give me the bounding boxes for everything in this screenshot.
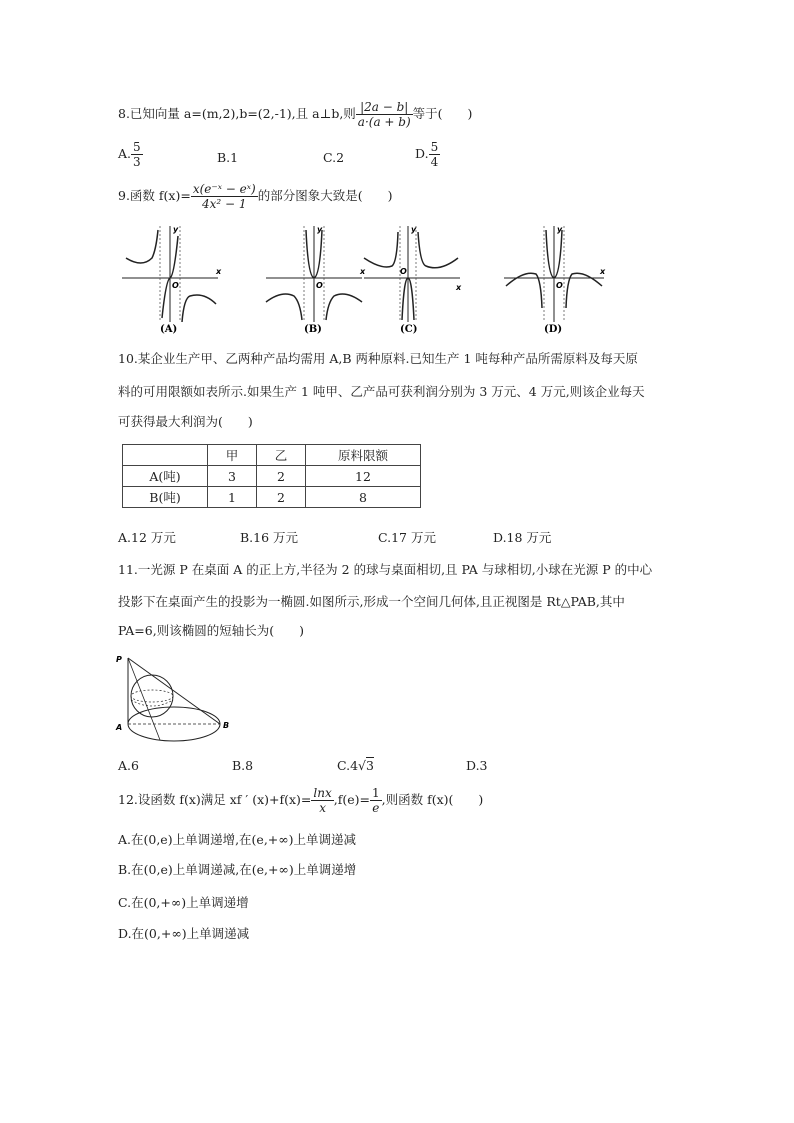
q11-tangent-circle: [131, 700, 173, 706]
q9-frac-num: x(e⁻ˣ − eˣ): [192, 182, 256, 196]
q11-label-b: B: [223, 721, 230, 730]
table-header-cell: 乙: [257, 445, 306, 466]
q11-option-b: B.8: [232, 758, 254, 773]
q11-option-c-label: C.: [337, 758, 351, 773]
q12-stem-before: 12.设函数 f(x)满足 xf ′ (x)+f(x)=: [118, 792, 312, 807]
q8-option-b: B.1: [217, 150, 239, 165]
q9-graph-c-origin: O: [400, 267, 407, 276]
q12-stem: [118, 786, 483, 815]
table-cell: 1: [208, 487, 257, 508]
q8-option-c: C.2: [323, 150, 345, 165]
q9-graph-b-x-label: x: [360, 267, 366, 276]
q9-graph-b-curve-left: [266, 294, 302, 320]
q11-label-a: A: [116, 723, 123, 732]
q11-line-3: PA=6,则该椭圆的短轴长为( ): [118, 623, 304, 638]
q9-graph-d-x-label: x: [600, 267, 606, 276]
table-cell: 8: [306, 487, 421, 508]
q8-frac-den: a·(a + b): [357, 115, 411, 129]
q8-stem-after: 等于( ): [412, 106, 473, 121]
q9-graph-d: [500, 222, 610, 334]
q11-line-p-front: [128, 658, 160, 740]
q11-line-2: 投影下在桌面产生的投影为一椭圆.如图所示,形成一个空间几何体,且正视图是 Rt△PAB,其中: [118, 594, 625, 609]
q12-stem-after: ,则函数 f(x)( ): [381, 792, 484, 807]
q11-option-c-radicand: 3: [366, 758, 374, 773]
table-header-row: [123, 445, 421, 466]
q9-graph-a-caption: (A): [160, 324, 178, 335]
q11-label-p: P: [116, 655, 122, 664]
q9-graph-a-origin: O: [172, 281, 179, 290]
table-cell: A(吨): [123, 466, 208, 487]
q8-option-d-label: D.: [415, 146, 429, 161]
q9-graph-c-curve-left: [364, 232, 398, 267]
q9-frac-den: 4x² − 1: [201, 197, 247, 211]
q8-option-a-num: 5: [133, 140, 141, 154]
q9-graph-b: [262, 222, 372, 334]
q9-graph-a: [118, 222, 228, 334]
q10-line-3: 可获得最大利润为( ): [118, 414, 253, 429]
q9-graph-d-y-label: y: [557, 225, 563, 234]
q12-option-b: B.在(0,e)上单调递减,在(e,+∞)上单调递增: [118, 862, 357, 877]
q9-graph-c: [360, 222, 470, 334]
q12-fraction-2: [370, 786, 382, 815]
table-header-cell: 原料限额: [306, 445, 421, 466]
q8-frac-num: |2a − b|: [356, 100, 413, 115]
q8-stem: [118, 100, 472, 129]
table-cell: 2: [257, 487, 306, 508]
q8-option-d-num: 5: [430, 140, 439, 154]
q11-sphere: [131, 675, 173, 717]
table-row: [123, 487, 421, 508]
q11-option-c-coef: 4: [350, 758, 359, 773]
q9-graph-a-x-label: x: [216, 267, 222, 276]
q11-sphere-equator: [131, 690, 173, 702]
q12-frac1-den: x: [319, 801, 326, 815]
q9-graph-b-curve-right: [326, 294, 362, 320]
q9-graph-d-origin: O: [556, 281, 563, 290]
q11-option-d: D.3: [466, 758, 488, 773]
q10-option-d: D.18 万元: [493, 530, 552, 545]
q10-line-1: 10.某企业生产甲、乙两种产品均需用 A,B 两种原料.已知生产 1 吨每种产品所需原料及每天原: [118, 351, 638, 366]
q10-line-2: 料的可用限额如表所示.如果生产 1 吨甲、乙产品可获利润分别为 3 万元、4 万元,则该企业每天: [118, 384, 645, 399]
q8-option-a-label: A.: [118, 146, 132, 161]
q10-option-c: C.17 万元: [378, 530, 436, 545]
table-row: [123, 466, 421, 487]
q9-graph-c-x-label: x: [456, 283, 462, 292]
q9-graph-c-curve-right: [418, 232, 458, 268]
q9-graph-d-caption: (D): [544, 324, 563, 335]
q12-fraction-1: [311, 786, 333, 815]
q11-line-1: 11.一光源 P 在桌面 A 的正上方,半径为 2 的球与桌面相切,且 PA 与球相切,小球在光源 P 的中心: [118, 562, 653, 577]
table-cell: 2: [257, 466, 306, 487]
q8-option-d: [415, 140, 440, 169]
q10-table: [122, 444, 421, 508]
table-cell: 3: [208, 466, 257, 487]
q12-frac1-num: lnx: [313, 786, 332, 800]
q9-graph-c-caption: (C): [400, 324, 418, 335]
table-cell: B(吨): [123, 487, 208, 508]
q9-stem-before: 9.函数 f(x)=: [118, 188, 191, 203]
q10-option-a: A.12 万元: [118, 530, 176, 545]
q12-frac2-num: 1: [371, 786, 380, 800]
q9-graph-b-y-label: y: [317, 225, 323, 234]
q9-graph-b-caption: (B): [304, 324, 322, 335]
q9-graph-c-y-label: y: [411, 225, 417, 234]
q9-graph-a-curve-left: [126, 230, 158, 263]
sqrt-icon: √: [358, 758, 367, 773]
q8-fraction: [356, 100, 413, 129]
q9-stem-after: 的部分图象大致是( ): [257, 188, 393, 203]
table-header-cell: [123, 445, 208, 466]
q8-option-a-frac: [131, 140, 143, 169]
q9-fraction: [191, 182, 258, 211]
q12-option-a: A.在(0,e)上单调递增,在(e,+∞)上单调递减: [118, 832, 357, 847]
q9-stem: [118, 182, 392, 211]
q8-stem-before: 8.已知向量 a=(m,2),b=(2,-1),且 a⊥b,则: [118, 106, 356, 121]
q11-option-a: A.6: [118, 758, 139, 773]
q8-option-a: [118, 140, 143, 169]
q9-graph-a-curve-right: [182, 295, 216, 322]
q8-option-d-frac: [429, 140, 441, 169]
q8-option-a-den: 3: [133, 155, 141, 169]
q11-option-c: [337, 757, 374, 775]
q8-option-d-den: 4: [430, 155, 439, 169]
q9-graph-b-origin: O: [316, 281, 323, 290]
q12-stem-mid: ,f(e)=: [333, 792, 370, 807]
table-cell: 12: [306, 466, 421, 487]
q12-frac2-den: e: [372, 801, 380, 815]
table-header-cell: 甲: [208, 445, 257, 466]
q10-option-b: B.16 万元: [240, 530, 299, 545]
q9-graph-a-y-label: y: [173, 225, 179, 234]
q12-option-c: C.在(0,+∞)上单调递增: [118, 895, 249, 910]
q12-option-d: D.在(0,+∞)上单调递减: [118, 926, 250, 941]
q11-figure: [112, 650, 242, 750]
